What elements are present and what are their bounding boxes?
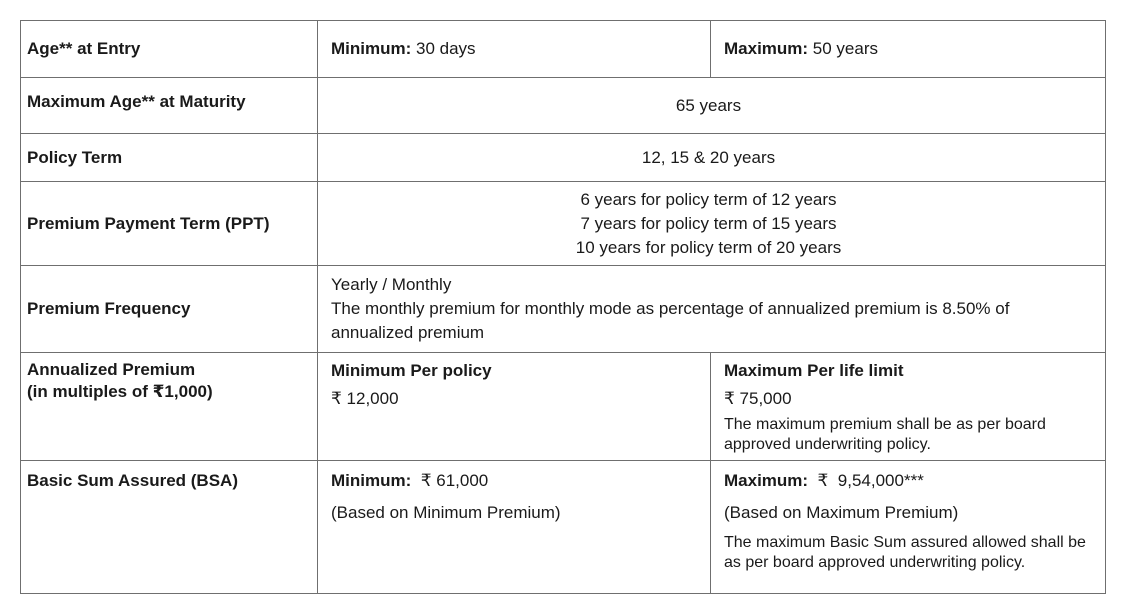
age-min-label: Minimum: bbox=[331, 39, 412, 58]
label-max-age-maturity bbox=[21, 78, 318, 134]
bsa-min-label: Minimum: bbox=[331, 471, 412, 490]
label-premium-frequency bbox=[21, 266, 318, 353]
policy-term-label: Policy Term bbox=[27, 147, 123, 167]
bsa-max-label: Maximum: bbox=[724, 471, 809, 490]
cell-bsa-min bbox=[318, 461, 711, 594]
row-ppt bbox=[21, 182, 1106, 266]
policy-eligibility-table bbox=[20, 20, 1106, 594]
ppt-label: Premium Payment Term (PPT) bbox=[27, 213, 270, 233]
label-age-at-entry bbox=[21, 21, 318, 78]
annualized-max-heading: Maximum Per life limit bbox=[724, 361, 904, 380]
age-at-entry-label: Age** at Entry bbox=[27, 39, 141, 58]
bsa-min-basis: (Based on Minimum Premium) bbox=[331, 503, 561, 522]
cell-ppt bbox=[318, 182, 1106, 266]
annualized-premium-sublabel: (in multiples of ₹1,000) bbox=[27, 382, 213, 401]
age-max-label: Maximum: bbox=[724, 39, 809, 58]
bsa-max-note: The maximum Basic Sum assured allowed shall be as per board approved underwriting policy. bbox=[724, 534, 1086, 571]
premium-frequency-modes: Yearly / Monthly bbox=[331, 275, 452, 294]
ppt-line: 6 years for policy term of 12 years bbox=[580, 189, 837, 209]
row-policy-term bbox=[21, 134, 1106, 182]
label-ppt bbox=[21, 182, 318, 266]
cell-annualized-min bbox=[318, 353, 711, 461]
row-premium-frequency bbox=[21, 266, 1106, 353]
premium-frequency-note: The monthly premium for monthly mode as percentage of annualized premium is 8.50% of annualized premium bbox=[331, 299, 1010, 342]
annualized-min-heading: Minimum Per policy bbox=[331, 361, 492, 380]
annualized-min-value: ₹ 12,000 bbox=[331, 389, 399, 408]
label-annualized-premium bbox=[21, 353, 318, 461]
bsa-min-value: ₹ 61,000 bbox=[411, 471, 489, 490]
annualized-max-value: ₹ 75,000 bbox=[724, 389, 792, 408]
cell-annualized-max bbox=[711, 353, 1106, 461]
row-basic-sum-assured bbox=[21, 461, 1106, 594]
cell-age-min bbox=[318, 21, 711, 78]
row-age-at-entry bbox=[21, 21, 1106, 78]
cell-policy-term bbox=[318, 134, 1106, 182]
row-annualized-premium bbox=[21, 353, 1106, 461]
cell-premium-frequency bbox=[318, 266, 1106, 353]
basic-sum-assured-label: Basic Sum Assured (BSA) bbox=[27, 471, 238, 490]
max-age-maturity-value: 65 years bbox=[675, 95, 742, 115]
cell-max-age-maturity bbox=[318, 78, 1106, 134]
bsa-max-value: ₹ 9,54,000*** bbox=[808, 471, 924, 490]
age-min-value: 30 days bbox=[411, 39, 476, 58]
ppt-line: 7 years for policy term of 15 years bbox=[580, 213, 837, 233]
cell-age-max bbox=[711, 21, 1106, 78]
premium-frequency-label: Premium Frequency bbox=[27, 299, 191, 318]
ppt-line: 10 years for policy term of 20 years bbox=[575, 237, 842, 257]
age-max-value: 50 years bbox=[808, 39, 879, 58]
label-policy-term bbox=[21, 134, 318, 182]
max-age-maturity-label: Maximum Age** at Maturity bbox=[27, 92, 246, 111]
cell-bsa-max bbox=[711, 461, 1106, 594]
row-max-age-maturity bbox=[21, 78, 1106, 134]
annualized-max-note: The maximum premium shall be as per board approved underwriting policy. bbox=[724, 416, 1046, 453]
annualized-premium-label: Annualized Premium bbox=[27, 360, 196, 379]
label-basic-sum-assured bbox=[21, 461, 318, 594]
bsa-max-basis: (Based on Maximum Premium) bbox=[724, 503, 959, 522]
policy-term-value: 12, 15 & 20 years bbox=[641, 147, 776, 167]
